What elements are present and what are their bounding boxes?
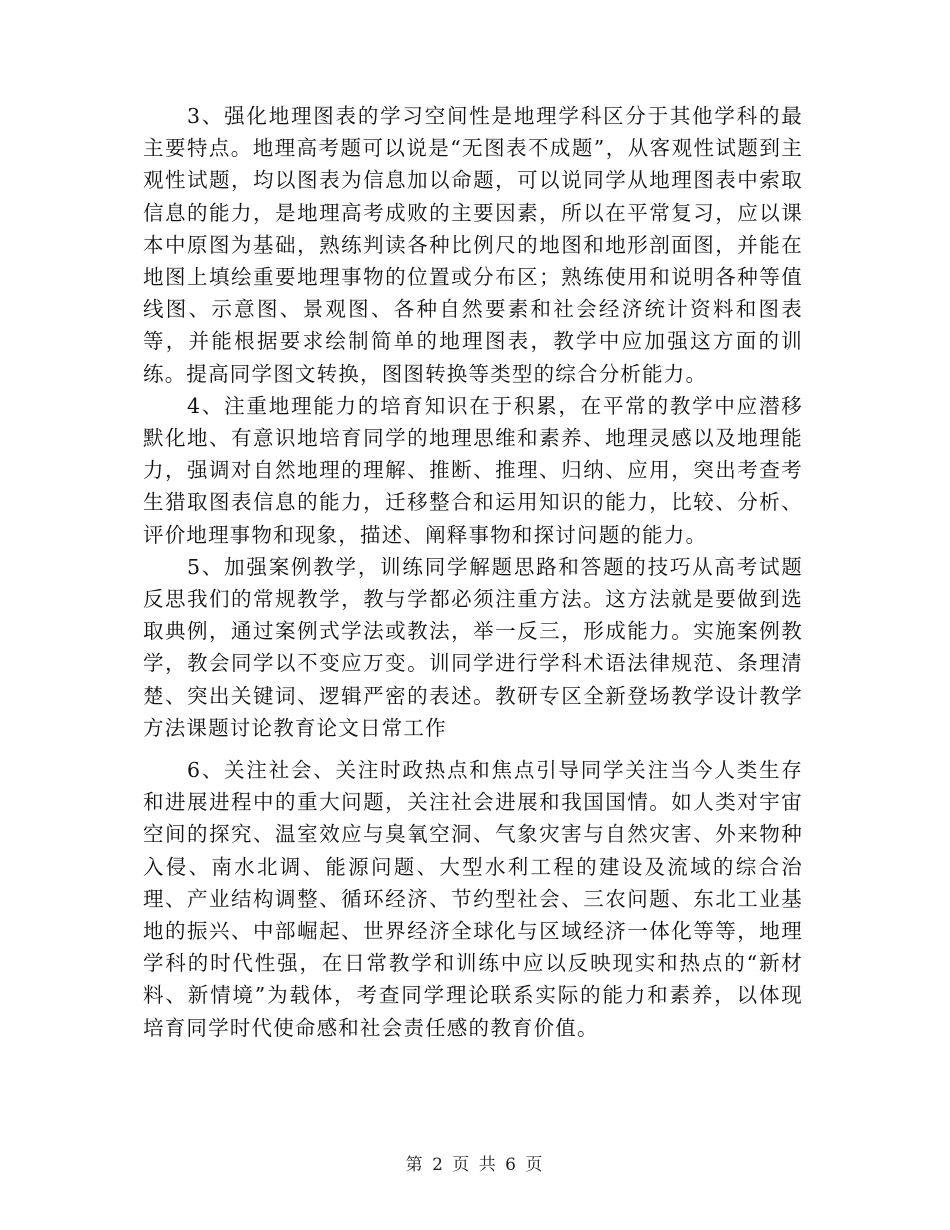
page-number-footer: 第 2 页 共 6 页: [405, 1155, 545, 1175]
paragraph-4: 4、注重地理能力的培育知识在于积累，在平常的教学中应潜移默化地、有意识地培育同学的地理思维和素养、地理灵感以及地理能力，强调对自然地理的理解、推断、推理、归纳、应用，突出考查考生猎取图表信息的能力，迁移整合和运用知识的能力，比较、分析、评价地理事物和现象，描述、阐释事物和探讨问题的能力。: [143, 393, 803, 547]
paragraph-5: 5、加强案例教学，训练同学解题思路和答题的技巧从高考试题反思我们的常规教学，教与学都必须注重方法。这方法就是要做到选取典例，通过案例式学法或教法，举一反三，形成能力。实施案例教学，教会同学以不变应万变。训同学进行学科术语法律规范、条理清楚、突出关键词、逻辑严密的表述。教研专区全新登场教学设计教学方法课题讨论教育论文日常工作: [143, 554, 803, 740]
paragraph-6: 6、关注社会、关注时政热点和焦点引导同学关注当今人类生存和进展进程中的重大问题，关注社会进展和我国国情。如人类对宇宙空间的探究、温室效应与臭氧空洞、气象灾害与自然灾害、外来物种入侵、南水北调、能源问题、大型水利工程的建设及流域的综合治理、产业结构调整、循环经济、节约型社会、三农问题、东北工业基地的振兴、中部崛起、世界经济全球化与区域经济一体化等等，地理学科的时代性强，在日常教学和训练中应以反映现实和热点的“新材料、新情境”为载体，考查同学理论联系实际的能力和素养，以体现培育同学时代使命感和社会责任感的教育价值。: [143, 758, 803, 1040]
paragraph-3: 3、强化地理图表的学习空间性是地理学科区分于其他学科的最主要特点。地理高考题可以说是“无图表不成题”，从客观性试题到主观性试题，均以图表为信息加以命题，可以说同学从地理图表中索取信息的能力，是地理高考成败的主要因素，所以在平常复习，应以课本中原图为基础，熟练判读各种比例尺的地图和地形剖面图，并能在地图上填绘重要地理事物的位置或分布区；熟练使用和说明各种等值线图、示意图、景观图、各种自然要素和社会经济统计资料和图表等，并能根据要求绘制简单的地理图表，教学中应加强这方面的训练。提高同学图文转换，图图转换等类型的综合分析能力。: [143, 104, 803, 386]
document-body: [143, 100, 803, 1044]
